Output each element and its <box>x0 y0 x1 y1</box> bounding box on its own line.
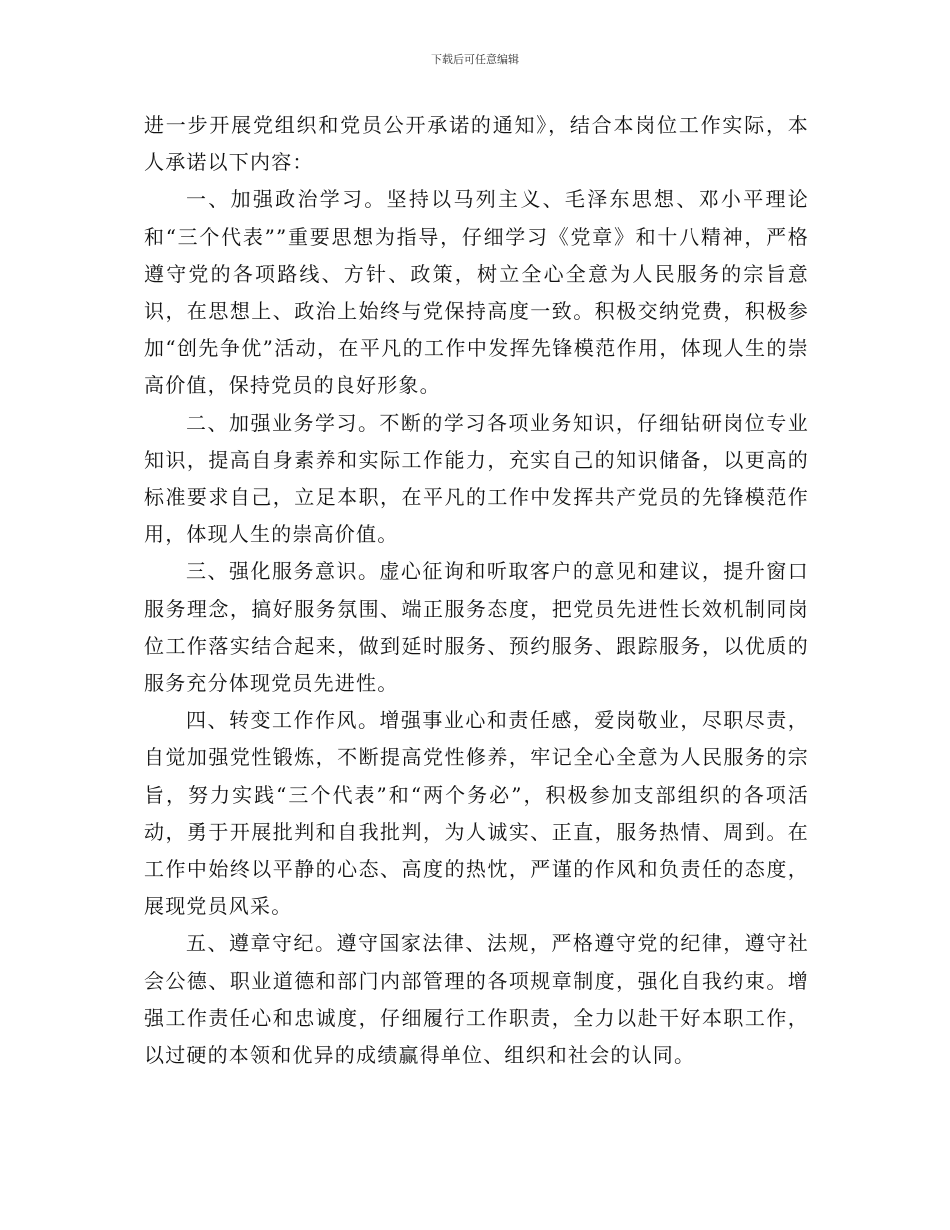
paragraph-business-study: 二、加强业务学习。不断的学习各项业务知识，仔细钻研岗位专业知识，提高自身素养和实际工作能力，充实自己的知识储备，以更高的标准要求自己，立足本职，在平凡的工作中发挥共产党员的先锋模范作用，体现人生的崇高价值。 <box>144 410 809 547</box>
paragraph-intro: 进一步开展党组织和党员公开承诺的通知》，结合本岗位工作实际，本人承诺以下内容： <box>144 113 809 175</box>
paragraph-work-style: 四、转变工作作风。增强事业心和责任感，爱岗敬业，尽职尽责，自觉加强党性锻炼，不断提高党性修养，牢记全心全意为人民服务的宗旨，努力实践“三个代表”和“两个务必”，积极参加支部组织的各项活动，勇于开展批判和自我批判，为人诚实、正直，服务热情、周到。在工作中始终以平静的心态、高度的热忱，严谨的作风和负责任的态度，展现党员风采。 <box>144 708 809 919</box>
paragraph-service-awareness: 三、强化服务意识。虚心征询和听取客户的意见和建议，提升窗口服务理念，搞好服务氛围、端正服务态度，把党员先进性长效机制同岗位工作落实结合起来，做到延时服务、预约服务、跟踪服务，以优质的服务充分体现党员先进性。 <box>144 559 809 696</box>
page-header: 下载后可任意编辑 <box>431 53 519 66</box>
paragraph-discipline: 五、遵章守纪。遵守国家法律、法规，严格遵守党的纪律，遵守社会公德、职业道德和部门内部管理的各项规章制度，强化自我约束。增强工作责任心和忠诚度，仔细履行工作职责，全力以赴干好本职工作，以过硬的本领和优异的成绩赢得单位、组织和社会的认同。 <box>144 931 809 1068</box>
document-body <box>144 107 809 1074</box>
paragraph-political-study: 一、加强政治学习。坚持以马列主义、毛泽东思想、邓小平理论和“三个代表””重要思想为指导，仔细学习《党章》和十八精神，严格遵守党的各项路线、方针、政策，树立全心全意为人民服务的宗旨意识，在思想上、政治上始终与党保持高度一致。积极交纳党费，积极参加“创先争优”活动，在平凡的工作中发挥先锋模范作用，体现人生的崇高价值，保持党员的良好形象。 <box>144 187 809 398</box>
